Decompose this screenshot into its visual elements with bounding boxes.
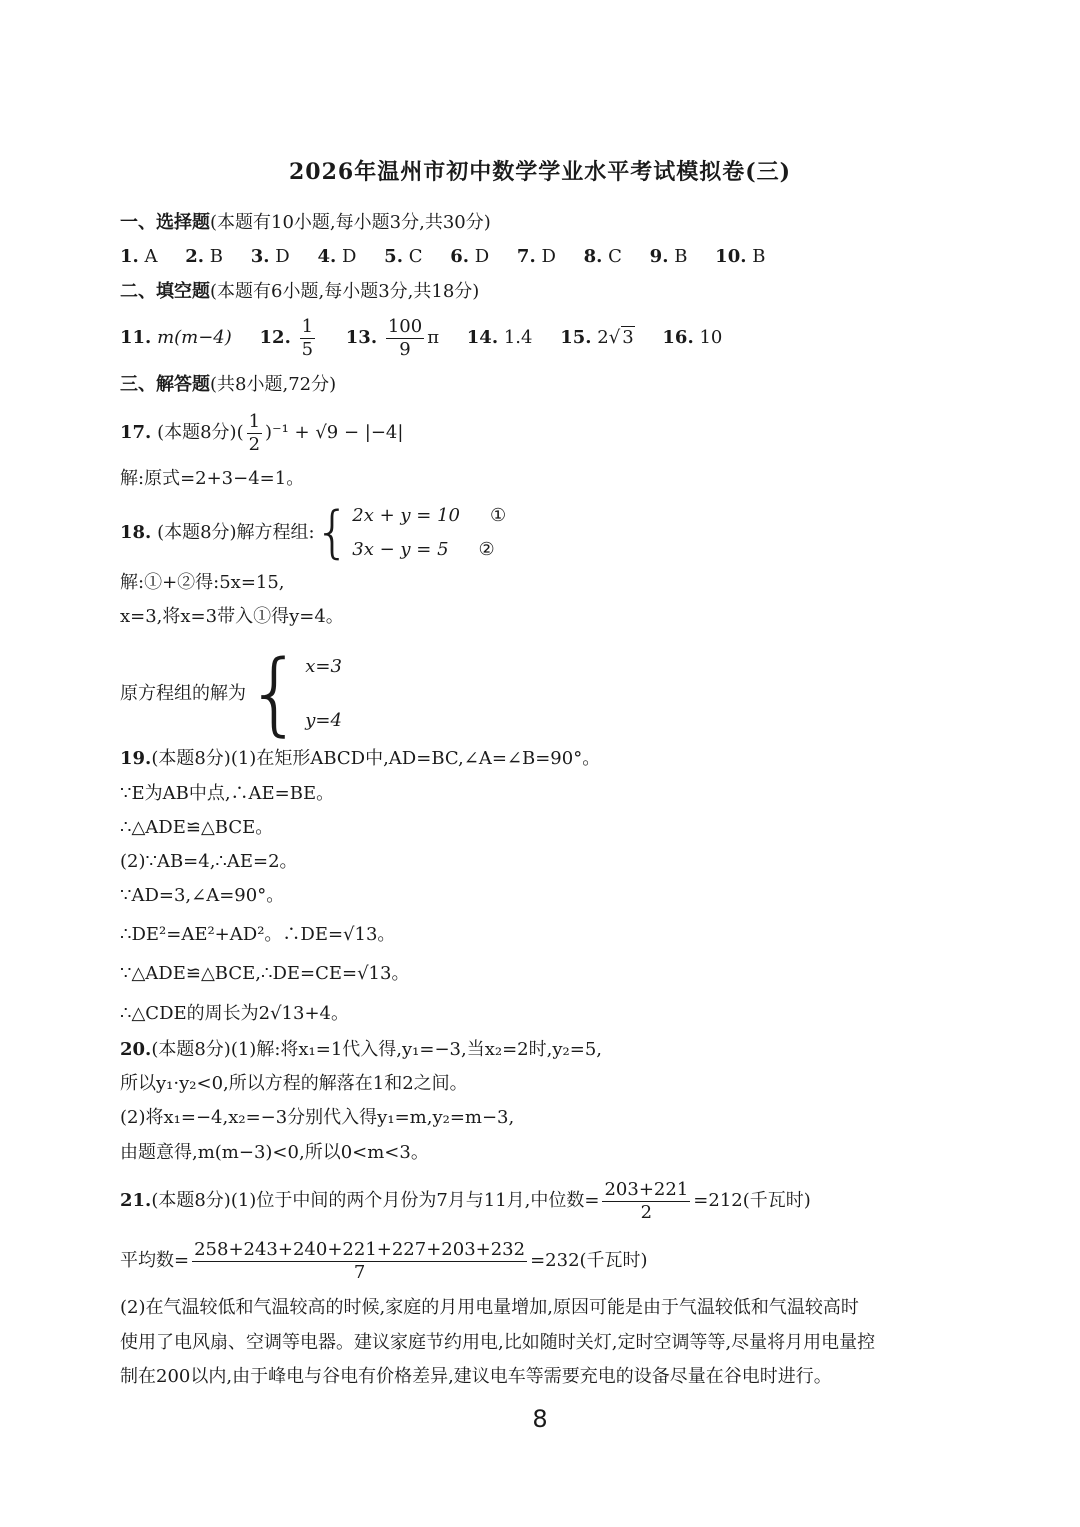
fraction: $\frac{1}{2}$ <box>248 410 261 455</box>
average-line: 平均数= $\frac{258+243+240+221+227+203+232}{7}$ =232(千瓦时) <box>120 1238 648 1283</box>
brace: { <box>246 641 304 746</box>
solution-line: 解:原式=2+3−4=1。 <box>120 468 305 489</box>
question-number: 11. <box>120 327 152 348</box>
question-18 <box>120 498 506 568</box>
question-number: 18. <box>120 522 152 543</box>
paragraph-line: 使用了电风扇、空调等电器。建议家庭节约用电,比如随时关灯,定时空调等等,尽量将月用电量控 <box>120 1332 876 1353</box>
page-number: 8 <box>532 1405 548 1433</box>
answer-item: 8. C <box>583 246 622 267</box>
solution-line: ∵△ADE≌△BCE,∴DE=CE=√13。 <box>120 963 410 984</box>
question-number: 16. <box>662 327 694 348</box>
radicand: 3 <box>622 327 634 348</box>
fill-answers-row: 11. m(m−4) 12. $\frac{1}{5}$ 13. $\frac{100}{9}$ π 14. 1.4 15. 2√ 3 16. 10 <box>120 315 723 360</box>
section-desc: (本题有10小题,每小题3分,共30分) <box>210 212 491 233</box>
question-number: 14. <box>466 327 499 348</box>
brace: { <box>314 500 351 565</box>
solution-line: 由题意得,m(m−3)<0,所以0<m<3。 <box>120 1142 429 1163</box>
section-name: 二、填空题 <box>120 281 210 302</box>
answer-item: 9. B <box>649 246 688 267</box>
fraction: $\frac{100}{9}$ <box>387 315 423 360</box>
question-number: 21. <box>120 1190 152 1211</box>
answer-item: 4. D <box>317 246 357 267</box>
answer-value: m(m−4) <box>157 327 232 348</box>
solution-line: ∴△ADE≌△BCE。 <box>120 817 274 838</box>
solution-system <box>120 640 342 748</box>
section-heading-solve <box>120 372 336 398</box>
question-number: 12. <box>259 327 291 348</box>
answer-value: 10 <box>699 327 723 348</box>
solution-line: x=3,将x=3带入①得y=4。 <box>120 606 344 627</box>
section-desc: (共8小题,72分) <box>210 374 337 395</box>
expression: ⁻¹ + √9 − |−4| <box>272 422 404 443</box>
question-19: 19.(本题8分)(1)在矩形ABCD中,AD=BC,∠A=∠B=90°。 <box>120 748 601 769</box>
fraction-median: $\frac{203+221}{2}$ <box>604 1178 689 1223</box>
answer-item: 6. D <box>450 246 490 267</box>
question-number: 13. <box>345 327 378 348</box>
section-heading-fill <box>120 279 479 305</box>
solution-line: 解:①+②得:5x=15, <box>120 572 285 593</box>
answer-item: 2. B <box>185 246 224 267</box>
answer-value: 1.4 <box>503 327 533 348</box>
answer-item: 3. D <box>250 246 290 267</box>
page-title: 2026年温州市初中数学学业水平考试模拟卷(三) <box>288 159 792 185</box>
question-number: 17. <box>120 422 152 443</box>
answer-item: 1. A <box>120 246 158 267</box>
question-number: 15. <box>560 327 592 348</box>
solution-label: 原方程组的解为 <box>120 683 246 704</box>
question-prompt: (本题8分)解方程组: <box>157 522 315 543</box>
question-20: 20.(本题8分)(1)解:将x₁=1代入得,y₁=−3,当x₂=2时,y₂=5, <box>120 1039 602 1060</box>
paragraph-line: (2)在气温较低和气温较高的时候,家庭的月用电量增加,原因可能是由于气温较低和气温较高时 <box>120 1297 859 1318</box>
answer-item: 10. B <box>715 246 766 267</box>
answer-item: 5. C <box>384 246 423 267</box>
section-name: 一、选择题 <box>120 212 210 233</box>
question-21: 21.(本题8分)(1)位于中间的两个月份为7月与11月,中位数= $\frac{203+221}{2}$ =212(千瓦时) <box>120 1178 811 1223</box>
question-17: 17. (本题8分)( $\frac{1}{2}$ )⁻¹ + √9 − |−4| <box>120 410 404 455</box>
solution-line: ∴DE²=AE²+AD²。∴DE=√13。 <box>120 924 396 945</box>
solution-line: ∵E为AB中点,∴AE=BE。 <box>120 783 335 804</box>
equation-system: 2x + y = 10 ① 3x − y = 5 ② <box>352 505 507 560</box>
fraction-average: $\frac{258+243+240+221+227+203+232}{7}$ <box>194 1238 526 1283</box>
solution-line: (2)∵AB=4,∴AE=2。 <box>120 851 298 872</box>
solution-line: (2)将x₁=−4,x₂=−3分别代入得y₁=m,y₂=m−3, <box>120 1107 515 1128</box>
solution-line: ∴△CDE的周长为2√13+4。 <box>120 1003 349 1024</box>
question-score: (本题8分) <box>157 422 237 443</box>
paragraph-line: 制在200以内,由于峰电与谷电有价格差异,建议电车等需要充电的设备尽量在谷电时进行。 <box>120 1366 832 1387</box>
solution-line: ∵AD=3,∠A=90°。 <box>120 885 285 906</box>
answer-item: 7. D <box>516 246 556 267</box>
section-heading-choice <box>120 210 491 236</box>
section-desc: (本题有6小题,每小题3分,共18分) <box>210 281 480 302</box>
solution-values: x=3 y=4 <box>305 656 342 731</box>
section-name: 三、解答题 <box>120 374 210 395</box>
fraction: $\frac{1}{5}$ <box>301 315 314 360</box>
choice-answers-row <box>120 244 765 270</box>
solution-line: 所以y₁·y₂<0,所以方程的解落在1和2之间。 <box>120 1073 468 1094</box>
